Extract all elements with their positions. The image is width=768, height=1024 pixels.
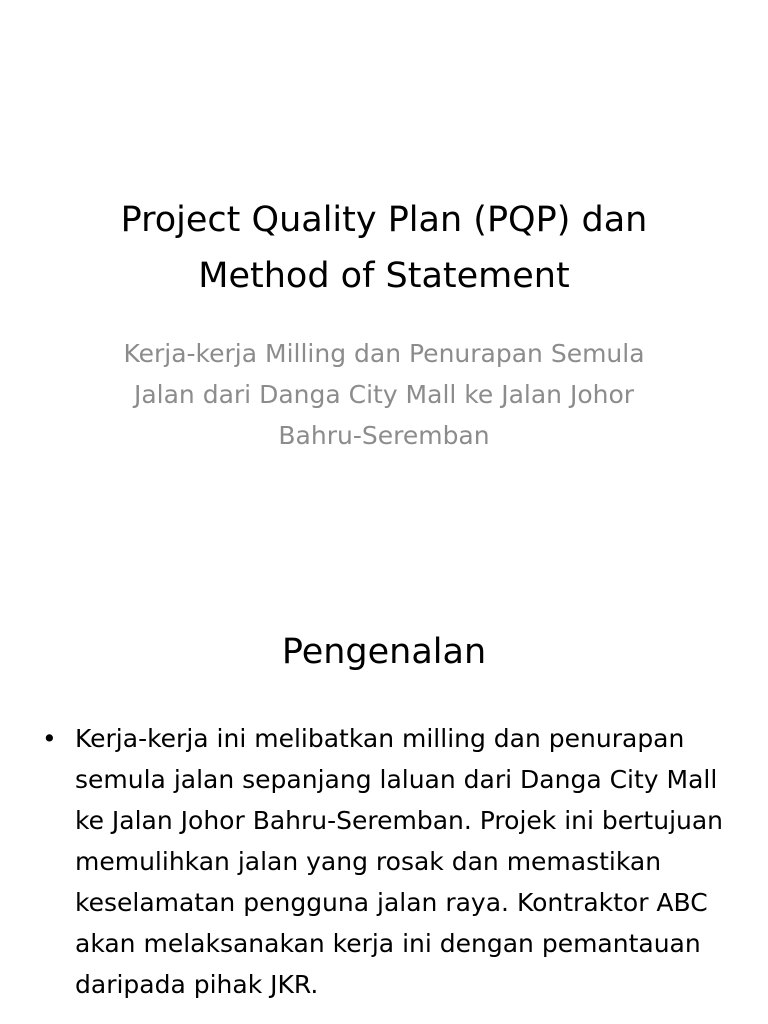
intro-slide — [0, 576, 768, 1024]
bullet-text: Kerja-kerja ini melibatkan milling dan penurapan semula jalan sepanjang laluan dari Danga City Mall ke Jalan Johor Bahru-Seremban. Projek ini bertujuan memulihkan jalan yang rosak dan memastikan keselamatan pengguna jalan raya. Kontraktor ABC akan melaksanakan kerja ini dengan pemantauan daripada pihak JKR. — [75, 724, 724, 999]
slide-heading: Pengenalan — [281, 632, 487, 672]
slide-subtitle: Kerja-kerja Milling dan Penurapan Semula Jalan dari Danga City Mall ke Jalan Johor Bahru-Seremban — [123, 339, 645, 450]
bullet-item — [0, 718, 768, 1005]
bullet-list — [0, 718, 768, 1005]
slide-title: Project Quality Plan (PQP) dan Method of Statement — [120, 200, 648, 296]
bullet-icon: • — [42, 724, 57, 753]
